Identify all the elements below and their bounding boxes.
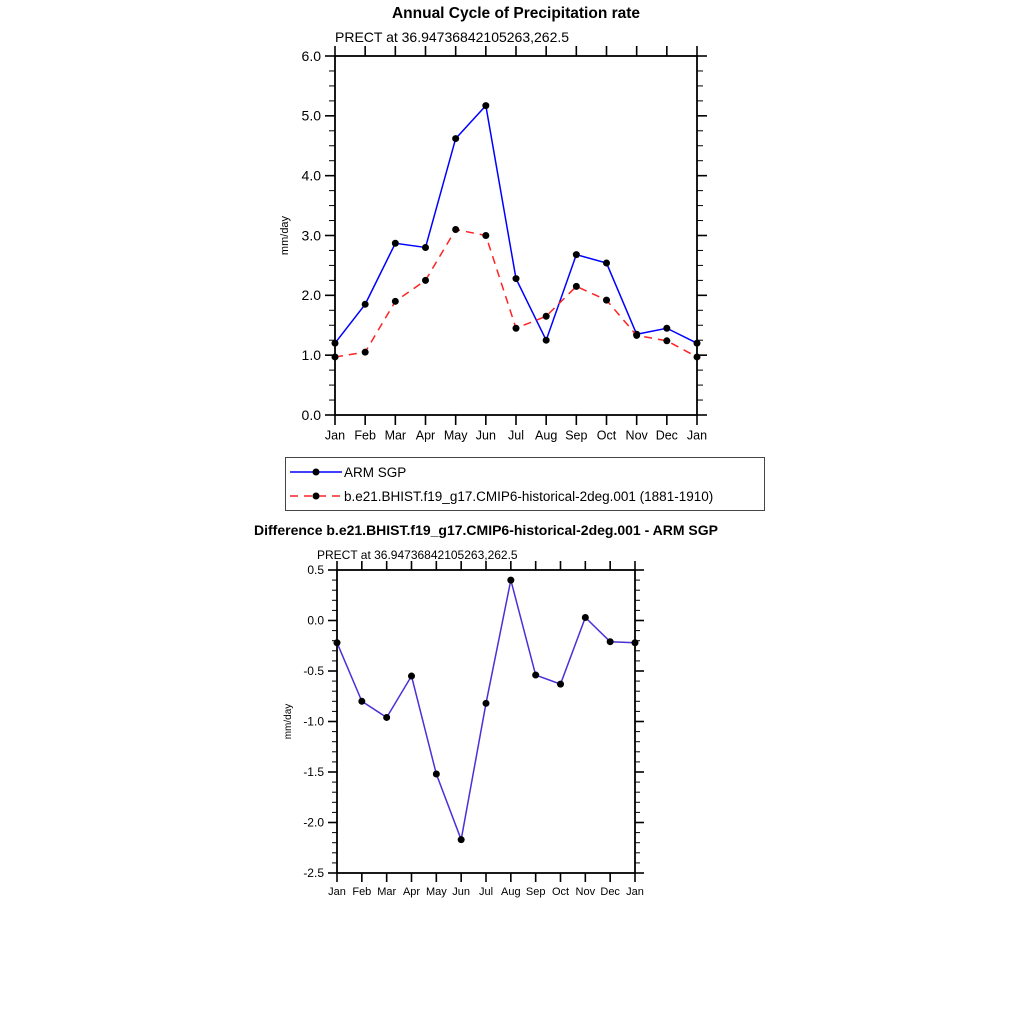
svg-text:-1.0: -1.0 — [303, 714, 324, 729]
svg-text:0.0: 0.0 — [301, 406, 321, 423]
svg-text:2.0: 2.0 — [301, 287, 321, 304]
svg-text:Jul: Jul — [478, 886, 494, 898]
svg-text:3.0: 3.0 — [301, 227, 321, 244]
svg-text:Sep: Sep — [525, 886, 546, 898]
svg-text:-0.5: -0.5 — [303, 664, 324, 679]
svg-text:0.0: 0.0 — [307, 613, 324, 628]
svg-text:Nov: Nov — [625, 428, 648, 443]
legend-label-model: b.e21.BHIST.f19_g17.CMIP6-historical-2deg.001 (1881-1910) — [344, 488, 714, 504]
svg-text:Jan: Jan — [328, 886, 346, 898]
svg-text:Feb: Feb — [354, 428, 376, 443]
svg-text:mm/day: mm/day — [283, 703, 294, 740]
svg-text:Aug: Aug — [501, 886, 521, 898]
svg-text:Apr: Apr — [415, 428, 436, 443]
svg-text:0.5: 0.5 — [307, 563, 324, 578]
svg-text:mm/day: mm/day — [279, 215, 291, 256]
svg-text:Jun: Jun — [475, 428, 496, 443]
svg-text:Oct: Oct — [596, 428, 617, 443]
svg-text:May: May — [425, 886, 447, 898]
svg-text:Aug: Aug — [535, 428, 558, 443]
top-chart-subtitle: PRECT at 36.94736842105263,262.5 — [335, 29, 570, 45]
svg-text:Oct: Oct — [551, 886, 570, 898]
svg-text:May: May — [443, 428, 468, 443]
svg-text:-2.5: -2.5 — [303, 866, 324, 881]
svg-text:-2.0: -2.0 — [303, 815, 324, 830]
svg-text:4.0: 4.0 — [301, 167, 321, 184]
svg-text:Dec: Dec — [600, 886, 620, 898]
svg-text:Jan: Jan — [324, 428, 346, 443]
svg-text:Jul: Jul — [508, 428, 524, 443]
svg-text:Apr: Apr — [402, 886, 421, 898]
svg-text:Dec: Dec — [655, 428, 678, 443]
svg-text:Mar: Mar — [384, 428, 407, 443]
svg-text:Mar: Mar — [377, 886, 397, 898]
svg-text:Nov: Nov — [575, 886, 596, 898]
svg-text:-1.5: -1.5 — [303, 765, 324, 780]
svg-text:Jan: Jan — [686, 428, 708, 443]
svg-text:1.0: 1.0 — [301, 347, 321, 364]
difference-chart-subtitle: PRECT at 36.94736842105263,262.5 — [317, 548, 518, 562]
svg-text:Feb: Feb — [352, 886, 372, 898]
svg-text:Jan: Jan — [626, 886, 644, 898]
svg-text:6.0: 6.0 — [301, 47, 321, 64]
svg-text:5.0: 5.0 — [301, 107, 321, 124]
top-chart-title: Annual Cycle of Precipitation rate — [391, 5, 641, 22]
svg-text:Sep: Sep — [565, 428, 588, 443]
legend-label-arm-sgp: ARM SGP — [344, 464, 407, 480]
difference-chart-title: Difference b.e21.BHIST.f19_g17.CMIP6-historical-2deg.001 - ARM SGP — [254, 522, 718, 538]
svg-text:Jun: Jun — [452, 886, 471, 898]
